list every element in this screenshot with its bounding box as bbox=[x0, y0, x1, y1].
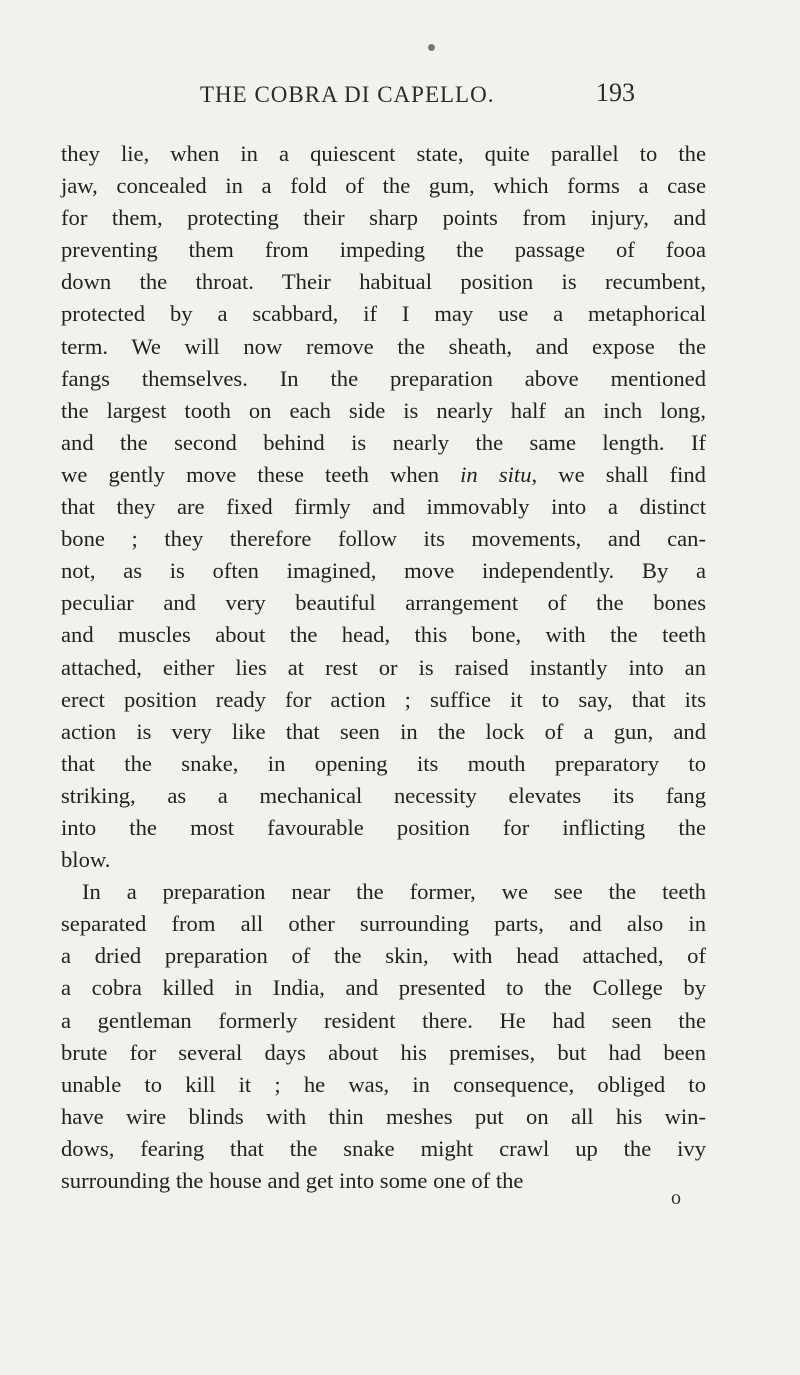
text-line: In a preparation near the former, we see the teeth bbox=[82, 879, 706, 905]
text-line: that the snake, in opening its mouth preparatory to bbox=[61, 750, 706, 776]
text-line: that they are fixed firmly and immovably into a distinct bbox=[61, 494, 706, 520]
page-number: 193 bbox=[596, 78, 635, 107]
text-line: jaw, concealed in a fold of the gum, which forms a case bbox=[61, 173, 706, 199]
text-line: not, as is often imagined, move independently. By a bbox=[61, 558, 706, 584]
text-line: erect position ready for action ; suffice it to say, that its bbox=[61, 686, 706, 712]
text-line: for them, protecting their sharp points from injury, and bbox=[61, 205, 706, 231]
text-line: a dried preparation of the skin, with head attached, of bbox=[61, 943, 706, 969]
text-line: term. We will now remove the sheath, and expose the bbox=[61, 333, 706, 359]
ink-dot bbox=[428, 44, 435, 51]
text-line: brute for several days about his premises, but had been bbox=[61, 1039, 706, 1065]
text-line: separated from all other surrounding parts, and also in bbox=[61, 911, 706, 937]
page-header bbox=[200, 78, 660, 122]
text-line: down the throat. Their habitual position is recumbent, bbox=[61, 269, 706, 295]
text-line: protected by a scabbard, if I may use a metaphorical bbox=[61, 301, 706, 327]
text-line: we gently move these teeth when in situ, we shall find bbox=[61, 461, 706, 487]
text-line: have wire blinds with thin meshes put on all his win- bbox=[61, 1103, 706, 1129]
text-line: a cobra killed in India, and presented to the College by bbox=[61, 975, 706, 1001]
italic-phrase: in situ bbox=[460, 461, 532, 487]
text-line: the largest tooth on each side is nearly half an inch long, bbox=[61, 397, 706, 423]
text-line: a gentleman formerly resident there. He had seen the bbox=[61, 1007, 706, 1033]
text-line: blow. bbox=[61, 847, 111, 873]
text-line: and muscles about the head, this bone, with the teeth bbox=[61, 622, 706, 648]
text-line: and the second behind is nearly the same length. If bbox=[61, 429, 706, 455]
signature-mark: o bbox=[671, 1187, 681, 1209]
body-text bbox=[61, 138, 706, 1197]
paragraph bbox=[61, 876, 706, 1197]
text-line: peculiar and very beautiful arrangement of the bones bbox=[61, 590, 706, 616]
text-line: surrounding the house and get into some one of the bbox=[61, 1168, 524, 1193]
text-line: dows, fearing that the snake might crawl up the ivy bbox=[61, 1135, 706, 1161]
paragraph bbox=[61, 138, 706, 876]
text-line: striking, as a mechanical necessity elevates its fang bbox=[61, 782, 706, 808]
text-line: they lie, when in a quiescent state, quite parallel to the bbox=[61, 141, 706, 166]
text-line: attached, either lies at rest or is raised instantly into an bbox=[61, 654, 706, 680]
running-title: THE COBRA DI CAPELLO. bbox=[200, 82, 495, 107]
text-line: unable to kill it ; he was, in consequence, obliged to bbox=[61, 1071, 706, 1097]
text-line: action is very like that seen in the lock of a gun, and bbox=[61, 718, 706, 744]
text-line: bone ; they therefore follow its movements, and can- bbox=[61, 526, 706, 552]
text-line: fangs themselves. In the preparation above mentioned bbox=[61, 365, 706, 391]
text-line: into the most favourable position for inflicting the bbox=[61, 814, 706, 840]
text-line: preventing them from impeding the passage of fooa bbox=[61, 237, 706, 263]
